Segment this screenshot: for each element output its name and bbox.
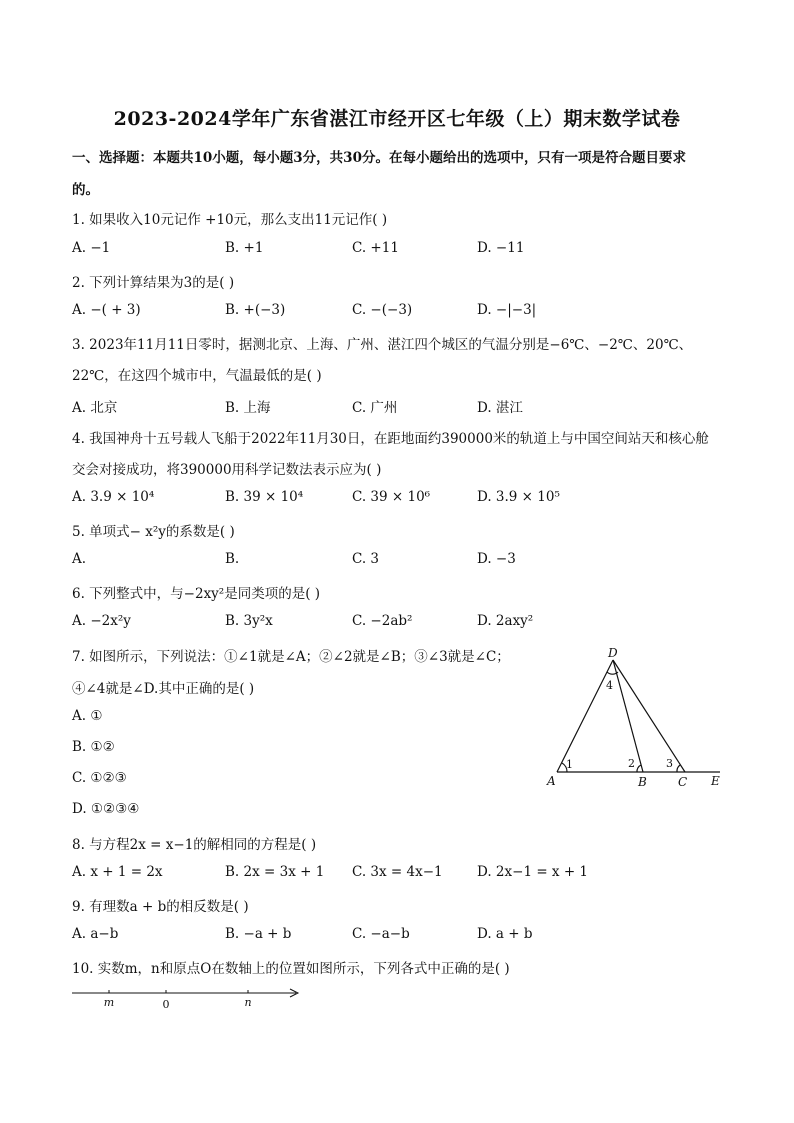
question-2-options [72, 302, 632, 322]
option-c: C. −(−3) [352, 302, 413, 318]
question-6-stem: 6. 下列整式中，与−2xy²是同类项的是( ) [72, 586, 321, 602]
number-line-figure [68, 983, 308, 1013]
question-1-options [72, 240, 632, 260]
option-b: B. 上海 [225, 400, 271, 416]
option-a: A. a−b [72, 926, 119, 942]
label-zero: 0 [162, 998, 170, 1011]
question-7-option-d: D. ①②③④ [72, 801, 140, 817]
option-a: A. −1 [72, 240, 111, 256]
angle-4-label: 4 [606, 679, 613, 692]
question-7-option-a: A. ① [72, 708, 103, 724]
option-d: D. −11 [477, 240, 525, 256]
question-7-stem-line1: 7. 如图所示，下列说法：①∠1就是∠A；②∠2就是∠B；③∠3就是∠C； [72, 649, 510, 665]
question-7-stem-line2: ④∠4就是∠D.其中正确的是( ) [72, 681, 255, 697]
question-9-options [72, 926, 632, 946]
option-c: C. 广州 [352, 400, 398, 416]
option-b: B. 39 × 10⁴ [225, 489, 304, 505]
option-b: B. [225, 551, 240, 567]
question-3-stem-line2: 22℃，在这四个城市中，气温最低的是( ) [72, 368, 322, 384]
label-n: n [244, 996, 252, 1009]
option-d: D. −3 [477, 551, 516, 567]
question-8-stem: 8. 与方程2x = x−1的解相同的方程是( ) [72, 837, 317, 853]
option-a: A. 3.9 × 10⁴ [72, 489, 155, 505]
option-a: A. [72, 551, 87, 567]
option-d: D. a + b [477, 926, 533, 942]
option-b: B. −a + b [225, 926, 292, 942]
option-d: D. 湛江 [477, 400, 523, 416]
question-10-stem: 10. 实数m，n和原点O在数轴上的位置如图所示，下列各式中正确的是( ) [72, 961, 510, 977]
question-3-stem-line1: 3. 2023年11月11日零时，据测北京、上海、广州、湛江四个城区的气温分别是−6℃、−2℃、20℃、 [72, 337, 693, 353]
option-c: C. +11 [352, 240, 399, 256]
question-4-options [72, 489, 632, 509]
option-d: D. 2x−1 = x + 1 [477, 864, 589, 880]
option-c: C. 3 [352, 551, 380, 567]
question-2-stem: 2. 下列计算结果为3的是( ) [72, 275, 235, 291]
option-a: A. 北京 [72, 400, 118, 416]
question-5-options [72, 551, 632, 571]
question-4-stem-line1: 4. 我国神舟十五号载人飞船于2022年11月30日，在距地面约390000米的轨道上与中国空间站天和核心舱 [72, 431, 709, 447]
option-b: B. 2x = 3x + 1 [225, 864, 325, 880]
angle-2-label: 2 [628, 757, 635, 770]
option-b: B. 3y²x [225, 613, 273, 629]
option-a: A. −2x²y [72, 613, 131, 629]
label-e: E [711, 774, 720, 788]
question-9-stem: 9. 有理数a + b的相反数是( ) [72, 899, 249, 915]
question-7-option-c: C. ①②③ [72, 770, 127, 786]
option-c: C. 3x = 4x−1 [352, 864, 443, 880]
option-d: D. 2axy² [477, 613, 534, 629]
triangle-figure [540, 644, 730, 794]
option-c: C. −2ab² [352, 613, 413, 629]
question-3-options [72, 396, 632, 416]
option-b: B. +1 [225, 240, 264, 256]
section-heading-line2: 的。 [72, 182, 99, 198]
segment-dc [613, 660, 685, 772]
question-7-option-b: B. ①② [72, 739, 115, 755]
option-d: D. −|−3| [477, 302, 537, 318]
segment-db [613, 660, 643, 772]
label-m: m [103, 996, 115, 1009]
label-c: C [678, 775, 688, 789]
question-8-options [72, 864, 632, 884]
option-c: C. 39 × 10⁶ [352, 489, 431, 505]
label-b: B [638, 775, 647, 789]
angle-3-label: 3 [666, 757, 673, 770]
page-title: 2023-2024学年广东省湛江市经开区七年级（上）期末数学试卷 [113, 108, 681, 130]
angle-2-arc [637, 765, 641, 772]
label-d: D [608, 646, 618, 660]
section-heading-line1: 一、选择题：本题共10小题，每小题3分，共30分。在每小题给出的选项中，只有一项是符合题目要求 [72, 150, 686, 166]
question-1-stem: 1. 如果收入10元记作 +10元，那么支出11元记作( ) [72, 212, 388, 228]
option-a: A. x + 1 = 2x [72, 864, 163, 880]
option-d: D. 3.9 × 10⁵ [477, 489, 560, 505]
option-a: A. −( + 3) [72, 302, 141, 318]
segment-ad [557, 660, 613, 772]
angle-1-label: 1 [566, 758, 573, 771]
question-4-stem-line2: 交会对接成功，将390000用科学记数法表示应为( ) [72, 462, 382, 478]
option-c: C. −a−b [352, 926, 410, 942]
option-b: B. +(−3) [225, 302, 286, 318]
question-5-stem: 5. 单项式− x²y的系数是( ) [72, 524, 235, 540]
angle-3-arc [677, 765, 680, 772]
label-a: A [547, 774, 556, 788]
question-6-options [72, 613, 632, 633]
